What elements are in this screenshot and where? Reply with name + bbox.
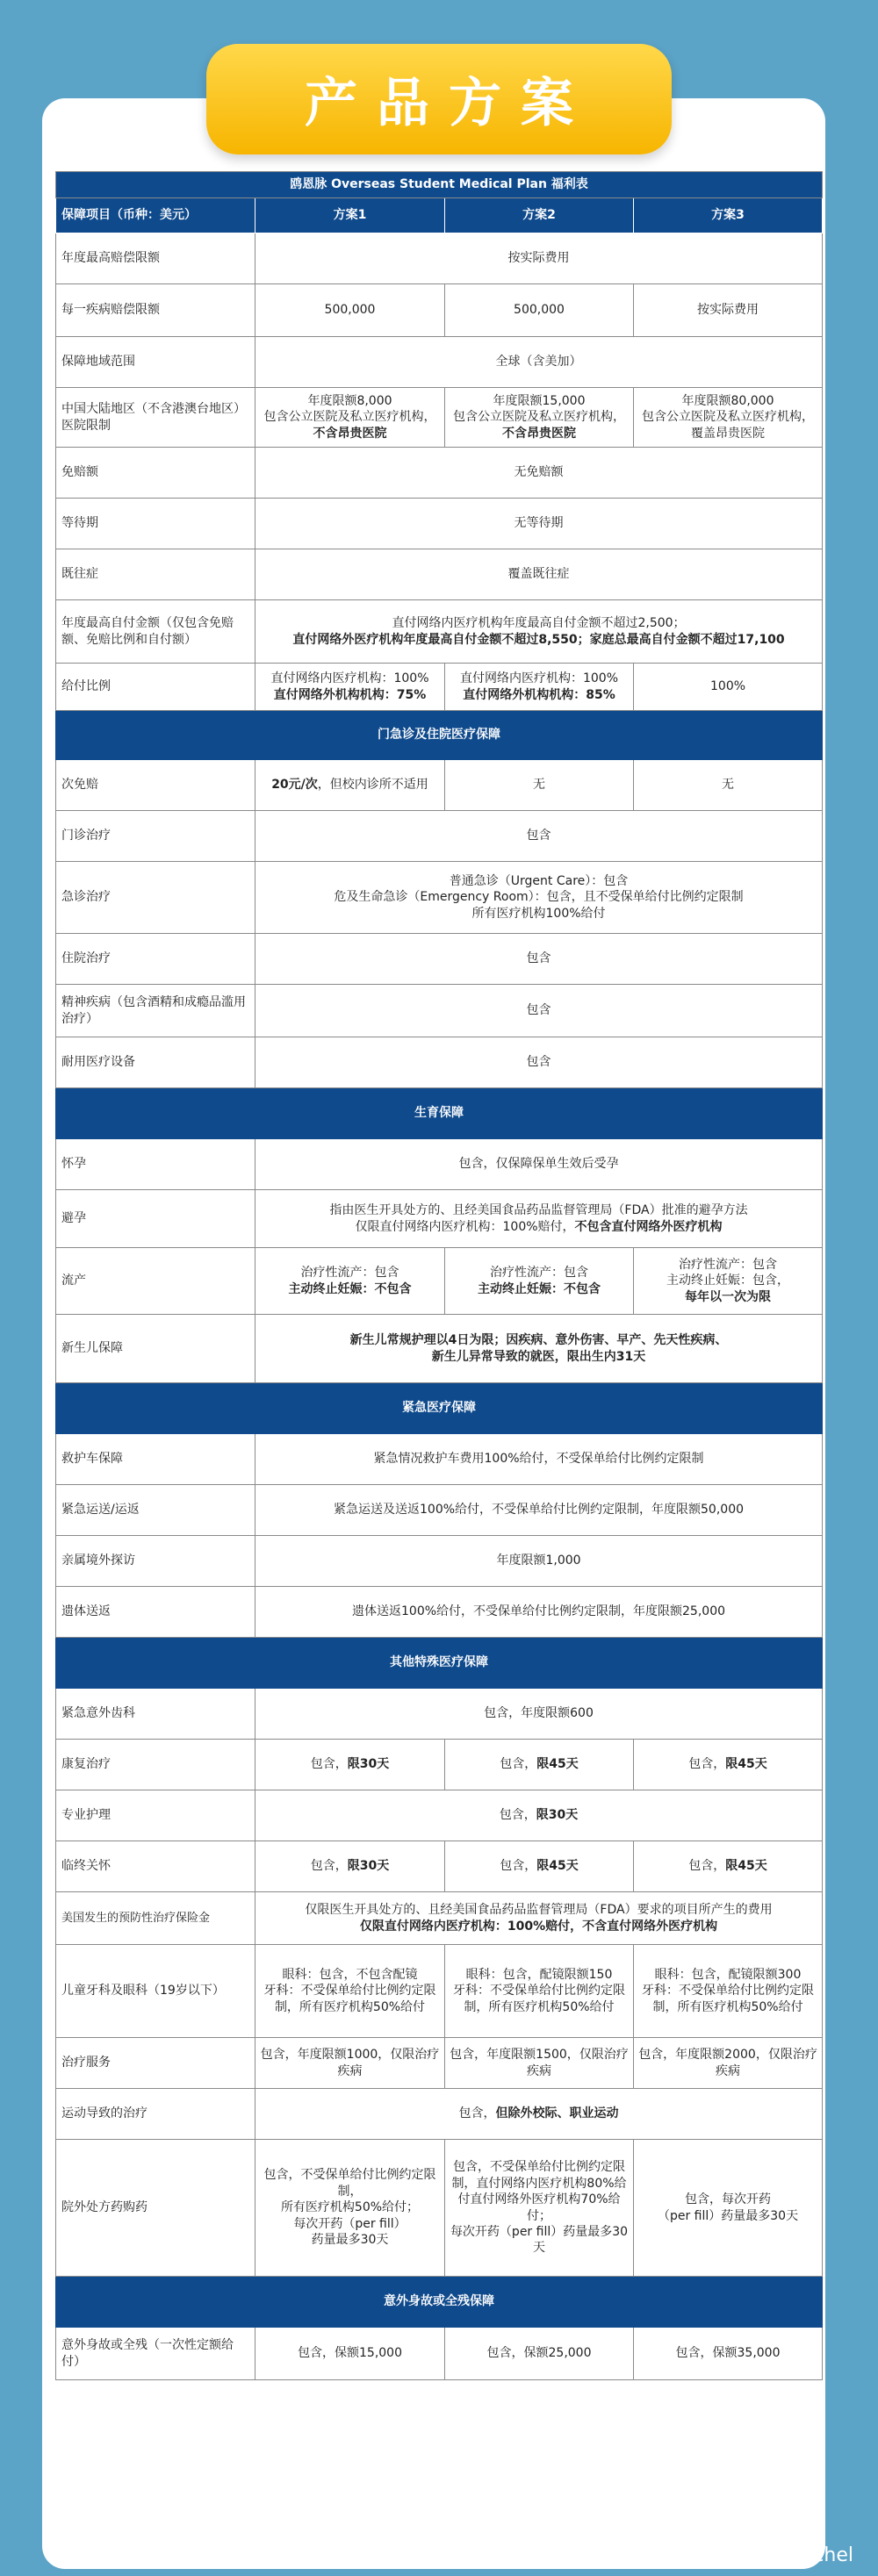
bold-text: 新生儿异常导致的就医，限出生内31天 bbox=[431, 1349, 646, 1364]
row-label: 耐用医疗设备 bbox=[56, 1037, 255, 1088]
line: 仅限直付网络内医疗机构：100%赔付， bbox=[355, 1219, 575, 1234]
row-label: 儿童牙科及眼科（19岁以下） bbox=[56, 1945, 255, 2038]
plan3-value: 100% bbox=[634, 664, 823, 711]
line: 包含， bbox=[310, 1859, 348, 1874]
line: 包含公立医院及私立医疗机构， bbox=[453, 410, 625, 425]
row-label: 亲属境外探访 bbox=[56, 1536, 255, 1587]
plan3-value: 包含，年度限额2000，仅限治疗疾病 bbox=[634, 2038, 823, 2089]
section-row bbox=[56, 2277, 823, 2328]
line: 包含， bbox=[500, 1859, 537, 1874]
row-label: 避孕 bbox=[56, 1190, 255, 1248]
bold-text: 限30天 bbox=[347, 1859, 390, 1874]
row-label: 流产 bbox=[56, 1248, 255, 1315]
bold-text: 仅限直付网络内医疗机构：100%赔付，不含直付网络外医疗机构 bbox=[359, 1919, 718, 1934]
plan3-value bbox=[634, 1248, 823, 1315]
plan3-value: 包含，保额35,000 bbox=[634, 2328, 823, 2380]
row-value: 包含 bbox=[255, 1037, 823, 1088]
row-label: 治疗服务 bbox=[56, 2038, 255, 2089]
row-label: 运动导致的治疗 bbox=[56, 2089, 255, 2140]
table-row bbox=[56, 1139, 823, 1190]
table-row bbox=[56, 499, 823, 549]
bold-text: 但除外校际、职业运动 bbox=[495, 2106, 619, 2121]
row-value: 无免赔额 bbox=[255, 448, 823, 499]
row-value: 包含，仅保障保单生效后受孕 bbox=[255, 1139, 823, 1190]
line: 治疗性流产：包含 bbox=[679, 1257, 778, 1272]
bold-text: 新生儿常规护理以4日为限；因疾病、意外伤害、早产、先天性疾病、 bbox=[349, 1333, 728, 1348]
table-row bbox=[56, 2328, 823, 2380]
line: 危及生命急诊（Emergency Room）：包含，且不受保单给付比例约定限制 bbox=[334, 890, 744, 905]
bold-text: 限30天 bbox=[347, 1757, 390, 1772]
table-title-row bbox=[56, 172, 823, 198]
plan2-value bbox=[445, 388, 634, 448]
line: 年度限额15,000 bbox=[493, 393, 586, 408]
plan1-value bbox=[255, 1841, 445, 1892]
row-value: 年度限额1,000 bbox=[255, 1536, 823, 1587]
line: 直付网络内医疗机构：100% bbox=[270, 671, 429, 686]
table-row bbox=[56, 1790, 823, 1841]
bold-text: 每年以一次为限 bbox=[685, 1289, 772, 1304]
header-plan3: 方案3 bbox=[634, 198, 823, 233]
bold-text: 不含昂贵医院 bbox=[313, 426, 387, 441]
bold-text: 20元/次 bbox=[271, 778, 318, 793]
plan1-value bbox=[255, 1740, 445, 1790]
row-label: 等待期 bbox=[56, 499, 255, 549]
row-value: 包含 bbox=[255, 811, 823, 862]
row-value: 紧急情况救护车费用100%给付，不受保单给付比例约定限制 bbox=[255, 1434, 823, 1485]
row-value: 按实际费用 bbox=[255, 233, 823, 284]
plan2-value: 眼科：包含，配镜限额150 牙科：不受保单给付比例约定限制，所有医疗机构50%给付 bbox=[445, 1945, 634, 2038]
bold-text: 主动终止妊娠：不包含 bbox=[478, 1281, 601, 1296]
header-plan1: 方案1 bbox=[255, 198, 445, 233]
table-row bbox=[56, 337, 823, 388]
watermark bbox=[686, 2540, 853, 2567]
line: 包含， bbox=[688, 1859, 726, 1874]
plan3-value bbox=[634, 1740, 823, 1790]
line: 直付网络内医疗机构年度最高自付金额不超过2,500； bbox=[392, 616, 686, 631]
bold-text: 限45天 bbox=[725, 1859, 767, 1874]
plan1-value bbox=[255, 388, 445, 448]
table-row bbox=[56, 1841, 823, 1892]
section-row bbox=[56, 711, 823, 760]
row-label: 康复治疗 bbox=[56, 1740, 255, 1790]
bold-text: 限45天 bbox=[536, 1757, 579, 1772]
line: 包含公立医院及私立医疗机构，覆盖昂贵医院 bbox=[642, 410, 815, 441]
row-value bbox=[255, 1790, 823, 1841]
bold-text: 不含昂贵医院 bbox=[502, 426, 576, 441]
plan1-value: 包含，不受保单给付比例约定限制， 所有医疗机构50%给付； 每次开药（per fill） 药量最多30天 bbox=[255, 2140, 445, 2277]
row-value bbox=[255, 1315, 823, 1383]
plan2-value bbox=[445, 1740, 634, 1790]
table-row bbox=[56, 934, 823, 985]
bold-text: 直付网络外机构机构：75% bbox=[273, 687, 427, 702]
line: 年度限额80,000 bbox=[681, 393, 774, 408]
plan1-value bbox=[255, 664, 445, 711]
line: 包含， bbox=[458, 2106, 496, 2121]
bold-text: 限45天 bbox=[536, 1859, 579, 1874]
row-label: 保障地域范围 bbox=[56, 337, 255, 388]
row-label: 意外身故或全残（一次性定额给付） bbox=[56, 2328, 255, 2380]
line: 包含， bbox=[499, 1808, 536, 1823]
table-row bbox=[56, 1434, 823, 1485]
section-title: 生育保障 bbox=[56, 1088, 823, 1139]
line: 主动终止妊娠：包含， bbox=[666, 1274, 790, 1288]
section-title: 意外身故或全残保障 bbox=[56, 2277, 823, 2328]
table-row bbox=[56, 1689, 823, 1740]
bold-text: 不包含直付网络外医疗机构 bbox=[574, 1219, 723, 1234]
plan2-value: 500,000 bbox=[445, 284, 634, 337]
line: ，但校内诊所不适用 bbox=[317, 778, 428, 793]
plan3-value: 按实际费用 bbox=[634, 284, 823, 337]
row-value: 紧急运送及送返100%给付，不受保单给付比例约定限制，年度限额50,000 bbox=[255, 1485, 823, 1536]
line: 所有医疗机构100%给付 bbox=[471, 906, 606, 921]
line: 仅限医生开具处方的、且经美国食品药品监督管理局（FDA）要求的项目所产生的费用 bbox=[305, 1903, 773, 1918]
line: 治疗性流产：包含 bbox=[300, 1266, 399, 1281]
line: 普通急诊（Urgent Care）：包含 bbox=[449, 873, 629, 888]
row-label: 急诊治疗 bbox=[56, 862, 255, 934]
table-row bbox=[56, 1190, 823, 1248]
row-label: 每一疾病赔偿限额 bbox=[56, 284, 255, 337]
table-row bbox=[56, 233, 823, 284]
line: 治疗性流产：包含 bbox=[490, 1266, 588, 1281]
section-title: 门急诊及住院医疗保障 bbox=[56, 711, 823, 760]
plan1-value: 包含，年度限额1000，仅限治疗疾病 bbox=[255, 2038, 445, 2089]
table-row bbox=[56, 284, 823, 337]
header-item: 保障项目（币种：美元） bbox=[56, 198, 255, 233]
plan2-value: 包含，不受保单给付比例约定限制，直付网络内医疗机构80%给付直付网络外医疗机构70%给付； 每次开药（per fill）药量最多30天 bbox=[445, 2140, 634, 2277]
plan3-value: 眼科：包含，配镜限额300 牙科：不受保单给付比例约定限制，所有医疗机构50%给付 bbox=[634, 1945, 823, 2038]
bold-text: 主动终止妊娠：不包含 bbox=[288, 1281, 412, 1296]
row-label: 免赔额 bbox=[56, 448, 255, 499]
plan1-value bbox=[255, 1248, 445, 1315]
bold-text: 直付网络外医疗机构年度最高自付金额不超过8,550；家庭总最高自付金额不超过17,100 bbox=[292, 632, 785, 647]
plan2-value: 包含，保额25,000 bbox=[445, 2328, 634, 2380]
table-title: 鸥恩脉 Overseas Student Medical Plan 福利表 bbox=[56, 172, 823, 198]
plan3-value: 无 bbox=[634, 760, 823, 811]
benefit-table bbox=[55, 171, 823, 2380]
row-value bbox=[255, 2089, 823, 2140]
table-row bbox=[56, 811, 823, 862]
section-row bbox=[56, 1638, 823, 1689]
row-value bbox=[255, 600, 823, 664]
row-value: 遗体送返100%给付，不受保单给付比例约定限制，年度限额25,000 bbox=[255, 1587, 823, 1638]
row-value: 包含，年度限额600 bbox=[255, 1689, 823, 1740]
row-label: 精神疾病（包含酒精和成瘾品滥用治疗） bbox=[56, 985, 255, 1037]
bold-text: 限30天 bbox=[536, 1808, 579, 1823]
row-label: 次免赔 bbox=[56, 760, 255, 811]
table-row bbox=[56, 1248, 823, 1315]
table-row bbox=[56, 2140, 823, 2277]
row-label: 美国发生的预防性治疗保险金 bbox=[56, 1892, 255, 1945]
header-plan2: 方案2 bbox=[445, 198, 634, 233]
row-value: 全球（含美加） bbox=[255, 337, 823, 388]
table-row bbox=[56, 1587, 823, 1638]
plan3-value bbox=[634, 388, 823, 448]
section-title: 紧急医疗保障 bbox=[56, 1383, 823, 1434]
row-value: 包含 bbox=[255, 985, 823, 1037]
plan1-value bbox=[255, 760, 445, 811]
watermark-brand: 知乎 bbox=[686, 2544, 725, 2566]
title-banner bbox=[206, 44, 672, 154]
section-row bbox=[56, 1088, 823, 1139]
row-label: 中国大陆地区（不含港澳台地区）医院限制 bbox=[56, 388, 255, 448]
row-label: 给付比例 bbox=[56, 664, 255, 711]
row-label: 既往症 bbox=[56, 549, 255, 600]
table-row bbox=[56, 664, 823, 711]
table-row bbox=[56, 1536, 823, 1587]
banner-title: 产品方案 bbox=[305, 73, 593, 134]
row-label: 专业护理 bbox=[56, 1790, 255, 1841]
table-row bbox=[56, 862, 823, 934]
bold-text: 限45天 bbox=[725, 1757, 767, 1772]
plan3-value: 包含，每次开药 （per fill）药量最多30天 bbox=[634, 2140, 823, 2277]
row-label: 院外处方药购药 bbox=[56, 2140, 255, 2277]
row-value: 包含 bbox=[255, 934, 823, 985]
bold-text: 直付网络外机构机构：85% bbox=[463, 687, 615, 702]
line: 包含公立医院及私立医疗机构， bbox=[263, 410, 436, 425]
plan2-value bbox=[445, 1841, 634, 1892]
row-value: 无等待期 bbox=[255, 499, 823, 549]
table-row bbox=[56, 1892, 823, 1945]
line: 指由医生开具处方的、且经美国食品药品监督管理局（FDA）批准的避孕方法 bbox=[329, 1203, 748, 1218]
row-label: 临终关怀 bbox=[56, 1841, 255, 1892]
line: 包含， bbox=[310, 1757, 348, 1772]
plan2-value bbox=[445, 1248, 634, 1315]
row-label: 紧急意外齿科 bbox=[56, 1689, 255, 1740]
row-label: 新生儿保障 bbox=[56, 1315, 255, 1383]
plan3-value bbox=[634, 1841, 823, 1892]
table-row bbox=[56, 1740, 823, 1790]
row-label: 救护车保障 bbox=[56, 1434, 255, 1485]
row-value bbox=[255, 1190, 823, 1248]
section-title: 其他特殊医疗保障 bbox=[56, 1638, 823, 1689]
header-row bbox=[56, 198, 823, 233]
plan2-value: 无 bbox=[445, 760, 634, 811]
line: 直付网络内医疗机构：100% bbox=[459, 671, 619, 686]
row-value bbox=[255, 1892, 823, 1945]
row-value bbox=[255, 862, 823, 934]
row-label: 年度最高赔偿限额 bbox=[56, 233, 255, 284]
plan1-value: 眼科：包含，不包含配镜 牙科：不受保单给付比例约定限制，所有医疗机构50%给付 bbox=[255, 1945, 445, 2038]
table-row bbox=[56, 448, 823, 499]
row-label: 紧急运送/运返 bbox=[56, 1485, 255, 1536]
row-label: 门诊治疗 bbox=[56, 811, 255, 862]
table-row bbox=[56, 388, 823, 448]
plan1-value: 500,000 bbox=[255, 284, 445, 337]
row-value: 覆盖既往症 bbox=[255, 549, 823, 600]
table-row bbox=[56, 985, 823, 1037]
watermark-handle: @魅力Rachel bbox=[730, 2544, 853, 2566]
plan1-value: 包含，保额15,000 bbox=[255, 2328, 445, 2380]
section-row bbox=[56, 1383, 823, 1434]
line: 包含， bbox=[500, 1757, 537, 1772]
table-row bbox=[56, 549, 823, 600]
table-row bbox=[56, 760, 823, 811]
row-label: 怀孕 bbox=[56, 1139, 255, 1190]
row-label: 遗体送返 bbox=[56, 1587, 255, 1638]
table-row bbox=[56, 2089, 823, 2140]
line: 包含， bbox=[688, 1757, 726, 1772]
plan2-value: 包含，年度限额1500，仅限治疗疾病 bbox=[445, 2038, 634, 2089]
table-row bbox=[56, 1945, 823, 2038]
table-row bbox=[56, 1315, 823, 1383]
row-label: 住院治疗 bbox=[56, 934, 255, 985]
table-row bbox=[56, 1485, 823, 1536]
plan2-value bbox=[445, 664, 634, 711]
line: 年度限额8,000 bbox=[307, 393, 392, 408]
table-row bbox=[56, 600, 823, 664]
table-row bbox=[56, 2038, 823, 2089]
row-label: 年度最高自付金额（仅包含免赔额、免赔比例和自付额） bbox=[56, 600, 255, 664]
table-row bbox=[56, 1037, 823, 1088]
